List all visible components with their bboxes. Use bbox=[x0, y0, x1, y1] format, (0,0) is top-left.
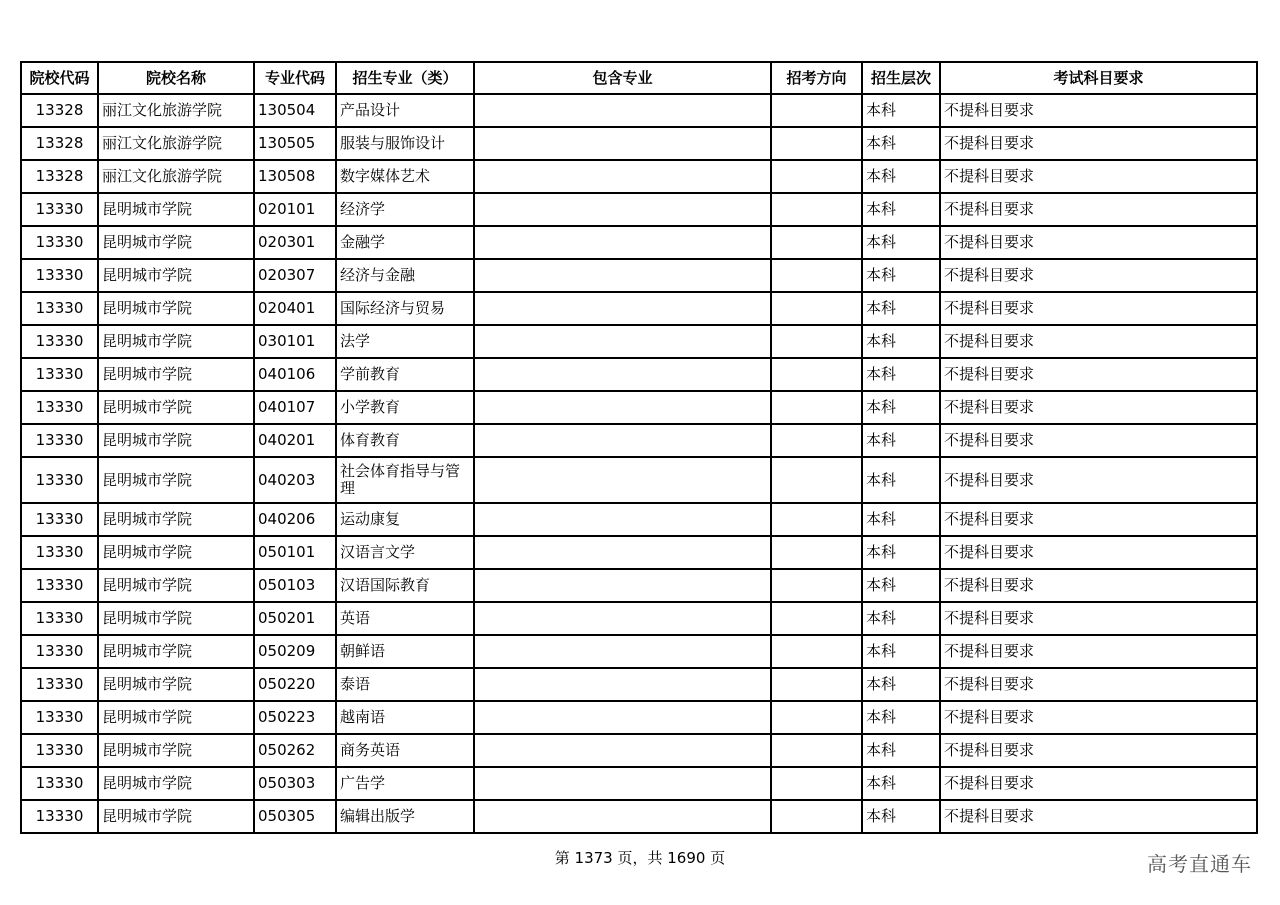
cell-subject-requirement: 不提科目要求 bbox=[940, 94, 1257, 127]
cell-school-name: 昆明城市学院 bbox=[98, 292, 254, 325]
cell-major-code: 040203 bbox=[254, 457, 336, 503]
table-row bbox=[21, 160, 1257, 193]
cell-direction bbox=[771, 226, 862, 259]
table-row bbox=[21, 635, 1257, 668]
cell-school-name: 昆明城市学院 bbox=[98, 424, 254, 457]
header-major: 招生专业（类） bbox=[336, 62, 474, 94]
cell-major-code: 040201 bbox=[254, 424, 336, 457]
cell-major-code: 040206 bbox=[254, 503, 336, 536]
header-school-code: 院校代码 bbox=[21, 62, 98, 94]
cell-direction bbox=[771, 424, 862, 457]
cell-direction bbox=[771, 457, 862, 503]
cell-school-code: 13330 bbox=[21, 358, 98, 391]
cell-subject-requirement: 不提科目要求 bbox=[940, 668, 1257, 701]
cell-included-majors bbox=[474, 292, 771, 325]
cell-direction bbox=[771, 668, 862, 701]
cell-level: 本科 bbox=[862, 503, 940, 536]
cell-level: 本科 bbox=[862, 635, 940, 668]
cell-school-code: 13330 bbox=[21, 701, 98, 734]
cell-direction bbox=[771, 325, 862, 358]
table-row bbox=[21, 259, 1257, 292]
cell-subject-requirement: 不提科目要求 bbox=[940, 391, 1257, 424]
cell-level: 本科 bbox=[862, 160, 940, 193]
cell-major: 数字媒体艺术 bbox=[336, 160, 474, 193]
cell-subject-requirement: 不提科目要求 bbox=[940, 800, 1257, 833]
cell-included-majors bbox=[474, 193, 771, 226]
header-school-name: 院校名称 bbox=[98, 62, 254, 94]
cell-included-majors bbox=[474, 325, 771, 358]
cell-major: 社会体育指导与管理 bbox=[336, 457, 474, 503]
cell-major-code: 130504 bbox=[254, 94, 336, 127]
cell-subject-requirement: 不提科目要求 bbox=[940, 457, 1257, 503]
cell-major: 朝鲜语 bbox=[336, 635, 474, 668]
cell-school-name: 昆明城市学院 bbox=[98, 569, 254, 602]
cell-direction bbox=[771, 292, 862, 325]
cell-level: 本科 bbox=[862, 734, 940, 767]
cell-included-majors bbox=[474, 536, 771, 569]
cell-subject-requirement: 不提科目要求 bbox=[940, 424, 1257, 457]
table-row bbox=[21, 325, 1257, 358]
cell-school-name: 昆明城市学院 bbox=[98, 391, 254, 424]
cell-included-majors bbox=[474, 226, 771, 259]
cell-school-name: 丽江文化旅游学院 bbox=[98, 94, 254, 127]
cell-direction bbox=[771, 160, 862, 193]
cell-subject-requirement: 不提科目要求 bbox=[940, 292, 1257, 325]
page-number: 第 1373 页，共 1690 页 bbox=[554, 849, 726, 867]
table-row bbox=[21, 569, 1257, 602]
cell-included-majors bbox=[474, 635, 771, 668]
header-level: 招生层次 bbox=[862, 62, 940, 94]
table-row bbox=[21, 536, 1257, 569]
cell-level: 本科 bbox=[862, 325, 940, 358]
table-row bbox=[21, 391, 1257, 424]
cell-included-majors bbox=[474, 160, 771, 193]
cell-direction bbox=[771, 635, 862, 668]
cell-direction bbox=[771, 127, 862, 160]
cell-level: 本科 bbox=[862, 226, 940, 259]
cell-direction bbox=[771, 503, 862, 536]
cell-school-code: 13330 bbox=[21, 292, 98, 325]
table-row bbox=[21, 226, 1257, 259]
cell-major-code: 130505 bbox=[254, 127, 336, 160]
cell-direction bbox=[771, 358, 862, 391]
cell-school-code: 13328 bbox=[21, 127, 98, 160]
cell-included-majors bbox=[474, 94, 771, 127]
cell-school-code: 13328 bbox=[21, 160, 98, 193]
cell-major: 法学 bbox=[336, 325, 474, 358]
cell-level: 本科 bbox=[862, 259, 940, 292]
cell-school-code: 13330 bbox=[21, 767, 98, 800]
cell-school-name: 昆明城市学院 bbox=[98, 668, 254, 701]
cell-school-code: 13330 bbox=[21, 226, 98, 259]
cell-major: 商务英语 bbox=[336, 734, 474, 767]
cell-major-code: 050262 bbox=[254, 734, 336, 767]
header-row bbox=[21, 62, 1257, 94]
cell-school-code: 13330 bbox=[21, 734, 98, 767]
cell-school-code: 13330 bbox=[21, 569, 98, 602]
cell-school-code: 13330 bbox=[21, 602, 98, 635]
cell-direction bbox=[771, 391, 862, 424]
cell-direction bbox=[771, 94, 862, 127]
cell-major-code: 050103 bbox=[254, 569, 336, 602]
cell-subject-requirement: 不提科目要求 bbox=[940, 127, 1257, 160]
cell-school-code: 13330 bbox=[21, 635, 98, 668]
cell-major: 泰语 bbox=[336, 668, 474, 701]
cell-level: 本科 bbox=[862, 536, 940, 569]
cell-school-name: 昆明城市学院 bbox=[98, 259, 254, 292]
cell-school-code: 13330 bbox=[21, 457, 98, 503]
cell-direction bbox=[771, 193, 862, 226]
cell-school-name: 昆明城市学院 bbox=[98, 767, 254, 800]
header-included-majors: 包含专业 bbox=[474, 62, 771, 94]
cell-school-code: 13330 bbox=[21, 259, 98, 292]
cell-major-code: 050101 bbox=[254, 536, 336, 569]
cell-level: 本科 bbox=[862, 292, 940, 325]
table-row bbox=[21, 701, 1257, 734]
cell-level: 本科 bbox=[862, 127, 940, 160]
cell-major-code: 030101 bbox=[254, 325, 336, 358]
cell-subject-requirement: 不提科目要求 bbox=[940, 734, 1257, 767]
cell-school-code: 13328 bbox=[21, 94, 98, 127]
cell-direction bbox=[771, 259, 862, 292]
cell-subject-requirement: 不提科目要求 bbox=[940, 325, 1257, 358]
cell-school-name: 昆明城市学院 bbox=[98, 193, 254, 226]
cell-major: 产品设计 bbox=[336, 94, 474, 127]
cell-major-code: 050223 bbox=[254, 701, 336, 734]
cell-school-name: 昆明城市学院 bbox=[98, 635, 254, 668]
cell-major-code: 040107 bbox=[254, 391, 336, 424]
cell-major-code: 050305 bbox=[254, 800, 336, 833]
cell-subject-requirement: 不提科目要求 bbox=[940, 635, 1257, 668]
cell-major: 编辑出版学 bbox=[336, 800, 474, 833]
cell-major: 汉语国际教育 bbox=[336, 569, 474, 602]
cell-subject-requirement: 不提科目要求 bbox=[940, 226, 1257, 259]
cell-included-majors bbox=[474, 259, 771, 292]
cell-major-code: 020401 bbox=[254, 292, 336, 325]
cell-level: 本科 bbox=[862, 701, 940, 734]
cell-school-code: 13330 bbox=[21, 325, 98, 358]
cell-major-code: 050220 bbox=[254, 668, 336, 701]
cell-school-name: 昆明城市学院 bbox=[98, 701, 254, 734]
table-row bbox=[21, 800, 1257, 833]
cell-school-name: 昆明城市学院 bbox=[98, 457, 254, 503]
cell-subject-requirement: 不提科目要求 bbox=[940, 160, 1257, 193]
cell-level: 本科 bbox=[862, 391, 940, 424]
cell-major-code: 050201 bbox=[254, 602, 336, 635]
cell-included-majors bbox=[474, 800, 771, 833]
cell-major-code: 020301 bbox=[254, 226, 336, 259]
cell-school-code: 13330 bbox=[21, 424, 98, 457]
admissions-table bbox=[20, 61, 1258, 834]
cell-level: 本科 bbox=[862, 767, 940, 800]
cell-included-majors bbox=[474, 701, 771, 734]
cell-major-code: 040106 bbox=[254, 358, 336, 391]
cell-major: 英语 bbox=[336, 602, 474, 635]
table-row bbox=[21, 292, 1257, 325]
cell-level: 本科 bbox=[862, 668, 940, 701]
table-row bbox=[21, 457, 1257, 503]
cell-included-majors bbox=[474, 569, 771, 602]
cell-school-name: 昆明城市学院 bbox=[98, 325, 254, 358]
cell-subject-requirement: 不提科目要求 bbox=[940, 259, 1257, 292]
cell-major: 国际经济与贸易 bbox=[336, 292, 474, 325]
table-row bbox=[21, 734, 1257, 767]
watermark-logo: 高考直通车 bbox=[1147, 852, 1252, 876]
cell-subject-requirement: 不提科目要求 bbox=[940, 193, 1257, 226]
cell-level: 本科 bbox=[862, 457, 940, 503]
table-row bbox=[21, 602, 1257, 635]
cell-subject-requirement: 不提科目要求 bbox=[940, 358, 1257, 391]
cell-school-name: 昆明城市学院 bbox=[98, 358, 254, 391]
cell-level: 本科 bbox=[862, 602, 940, 635]
cell-level: 本科 bbox=[862, 358, 940, 391]
cell-direction bbox=[771, 767, 862, 800]
cell-major-code: 020307 bbox=[254, 259, 336, 292]
cell-direction bbox=[771, 569, 862, 602]
cell-school-code: 13330 bbox=[21, 800, 98, 833]
cell-level: 本科 bbox=[862, 424, 940, 457]
cell-school-name: 昆明城市学院 bbox=[98, 734, 254, 767]
header-subject-requirement: 考试科目要求 bbox=[940, 62, 1257, 94]
cell-major-code: 020101 bbox=[254, 193, 336, 226]
table-row bbox=[21, 668, 1257, 701]
cell-included-majors bbox=[474, 358, 771, 391]
cell-included-majors bbox=[474, 424, 771, 457]
cell-direction bbox=[771, 800, 862, 833]
cell-subject-requirement: 不提科目要求 bbox=[940, 701, 1257, 734]
cell-major: 经济学 bbox=[336, 193, 474, 226]
cell-included-majors bbox=[474, 391, 771, 424]
cell-school-name: 昆明城市学院 bbox=[98, 503, 254, 536]
table-row bbox=[21, 193, 1257, 226]
cell-major: 金融学 bbox=[336, 226, 474, 259]
cell-school-code: 13330 bbox=[21, 503, 98, 536]
cell-direction bbox=[771, 602, 862, 635]
table-row bbox=[21, 767, 1257, 800]
table-row bbox=[21, 94, 1257, 127]
cell-school-name: 昆明城市学院 bbox=[98, 602, 254, 635]
table-body bbox=[21, 94, 1257, 833]
cell-included-majors bbox=[474, 457, 771, 503]
cell-level: 本科 bbox=[862, 800, 940, 833]
cell-level: 本科 bbox=[862, 193, 940, 226]
table-row bbox=[21, 424, 1257, 457]
cell-included-majors bbox=[474, 668, 771, 701]
cell-major-code: 050303 bbox=[254, 767, 336, 800]
cell-subject-requirement: 不提科目要求 bbox=[940, 536, 1257, 569]
cell-direction bbox=[771, 734, 862, 767]
cell-included-majors bbox=[474, 503, 771, 536]
cell-school-code: 13330 bbox=[21, 391, 98, 424]
cell-school-name: 丽江文化旅游学院 bbox=[98, 160, 254, 193]
cell-major: 小学教育 bbox=[336, 391, 474, 424]
cell-school-code: 13330 bbox=[21, 668, 98, 701]
cell-school-name: 昆明城市学院 bbox=[98, 536, 254, 569]
cell-major: 服装与服饰设计 bbox=[336, 127, 474, 160]
cell-level: 本科 bbox=[862, 569, 940, 602]
cell-subject-requirement: 不提科目要求 bbox=[940, 569, 1257, 602]
cell-subject-requirement: 不提科目要求 bbox=[940, 503, 1257, 536]
cell-school-code: 13330 bbox=[21, 193, 98, 226]
cell-direction bbox=[771, 701, 862, 734]
cell-included-majors bbox=[474, 127, 771, 160]
cell-subject-requirement: 不提科目要求 bbox=[940, 767, 1257, 800]
header-direction: 招考方向 bbox=[771, 62, 862, 94]
cell-included-majors bbox=[474, 602, 771, 635]
table-row bbox=[21, 503, 1257, 536]
cell-school-name: 昆明城市学院 bbox=[98, 226, 254, 259]
cell-major: 越南语 bbox=[336, 701, 474, 734]
cell-major: 汉语言文学 bbox=[336, 536, 474, 569]
cell-major-code: 050209 bbox=[254, 635, 336, 668]
cell-school-code: 13330 bbox=[21, 536, 98, 569]
cell-included-majors bbox=[474, 767, 771, 800]
cell-level: 本科 bbox=[862, 94, 940, 127]
cell-school-name: 丽江文化旅游学院 bbox=[98, 127, 254, 160]
cell-subject-requirement: 不提科目要求 bbox=[940, 602, 1257, 635]
cell-major: 运动康复 bbox=[336, 503, 474, 536]
cell-major: 学前教育 bbox=[336, 358, 474, 391]
cell-major: 广告学 bbox=[336, 767, 474, 800]
cell-included-majors bbox=[474, 734, 771, 767]
cell-direction bbox=[771, 536, 862, 569]
header-major-code: 专业代码 bbox=[254, 62, 336, 94]
table-row bbox=[21, 127, 1257, 160]
cell-major-code: 130508 bbox=[254, 160, 336, 193]
cell-major: 经济与金融 bbox=[336, 259, 474, 292]
table-row bbox=[21, 358, 1257, 391]
cell-major: 体育教育 bbox=[336, 424, 474, 457]
cell-school-name: 昆明城市学院 bbox=[98, 800, 254, 833]
